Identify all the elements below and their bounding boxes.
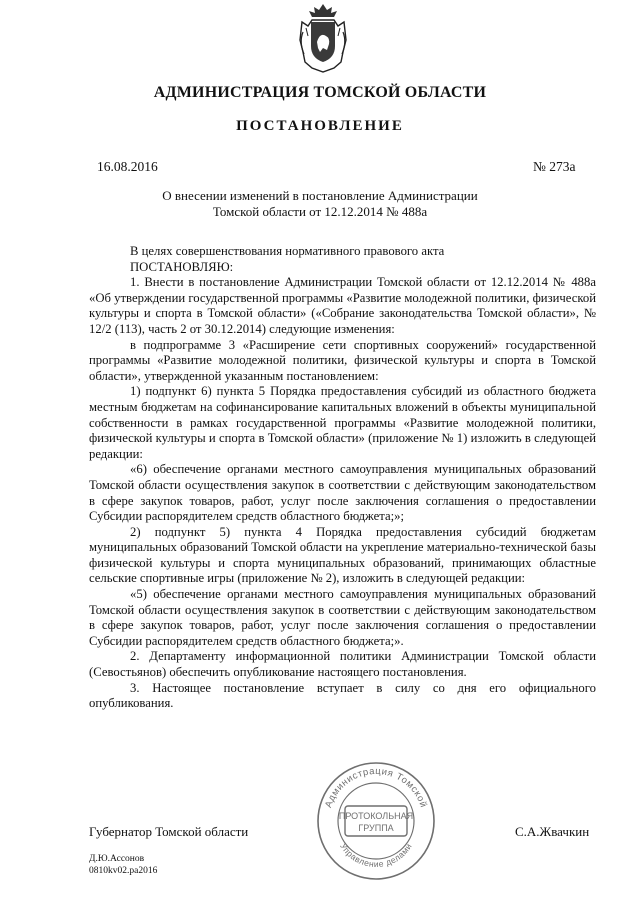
footer-code: 0810kv02.pa2016 [89,865,158,876]
stamp-center-line1: ПРОТОКОЛЬНАЯ [338,811,414,821]
document-body [89,244,596,712]
svg-text:Управление делами [338,841,414,869]
body-paragraph: в подпрограмме 3 «Расширение сети спортивных сооружений» государственной программы «Развитие молодежной политики, физической культуры и спорта в Томской области», утвержденной указанным постановлением: [89,337,596,383]
body-paragraph: 2) подпункт 5) пункта 4 Порядка предоставления субсидий бюджетам муниципальных образований Томской области на укрепление материально-технической базы физической культуры и спорта муниципальных образований, принимающих областные сельские спортивные игры (приложение № 2), изложить в следующей редакции: [89,524,596,586]
body-paragraph: «6) обеспечение органами местного самоуправления муниципальных образований Томской области осуществления закупок в соответствии с действующим законодательством в сфере закупок товаров, работ, услуг после заключения соглашения о предоставлении Субсидии распорядителем средств областного бюджета;»; [89,462,596,524]
stamp-ring-top-text: Администрация Томской [323,765,429,810]
subject-line: Томской области от 12.12.2014 № 488а [212,204,428,219]
body-paragraph: 2. Департаменту информационной политики Администрации Томской области (Севостьянов) обеспечить опубликование настоящего постановления. [89,649,596,680]
stamp-ring-bottom-text: Управление делами [338,841,414,870]
footer-author: Д.Ю.Ассонов [89,854,145,864]
body-paragraph: 1) подпункт 6) пункта 5 Порядка предоставления субсидий из областного бюджета местным бюджетам на софинансирование капитальных вложений в объекты муниципальной собственности в рамках государственной программы «Развитие молодежной политики, физической культуры и спорта в Томской области» (приложение № 1) изложить в следующей редакции: [89,384,596,461]
body-paragraph: 1. Внести в постановление Администрации Томской области от 12.12.2014 № 488а «Об утверждении государственной программы «Развитие молодежной политики, физической культуры и спорта в Томской области» («Собрание законодательства Томской области», № 12/2 (113), часть 2 от 30.12.2014) следующие изменения: [89,275,596,336]
subject-line: О внесении изменений в постановление Администрации [162,188,478,203]
signatory-name: С.А.Жвачкин [515,824,590,839]
organization-title: АДМИНИСТРАЦИЯ ТОМСКОЙ ОБЛАСТИ [153,84,487,101]
document-number: № 273а [533,159,576,174]
document-subject [150,188,490,220]
stamp-center-line2: ГРУППА [358,823,394,833]
document-date: 16.08.2016 [97,159,158,174]
body-paragraph-decree: ПОСТАНОВЛЯЮ: [130,259,234,274]
signatory-position: Губернатор Томской области [89,824,249,839]
footer-info [89,854,157,877]
coat-of-arms-icon [296,2,350,74]
svg-text:Администрация Томской [323,766,429,809]
body-paragraph: 3. Настоящее постановление вступает в силу со дня его официального опубликования. [89,680,596,711]
document-type: ПОСТАНОВЛЕНИЕ [236,118,404,134]
protocol-group-stamp [315,760,437,882]
body-paragraph: В целях совершенствования нормативного правового акта [130,244,445,258]
body-paragraph: «5) обеспечение органами местного самоуправления муниципальных образований Томской области осуществления закупок в соответствии с действующим законодательством в сфере закупок товаров, работ, услуг после заключения соглашения о предоставлении Субсидии распорядителем средств областного бюджета;». [89,587,596,648]
